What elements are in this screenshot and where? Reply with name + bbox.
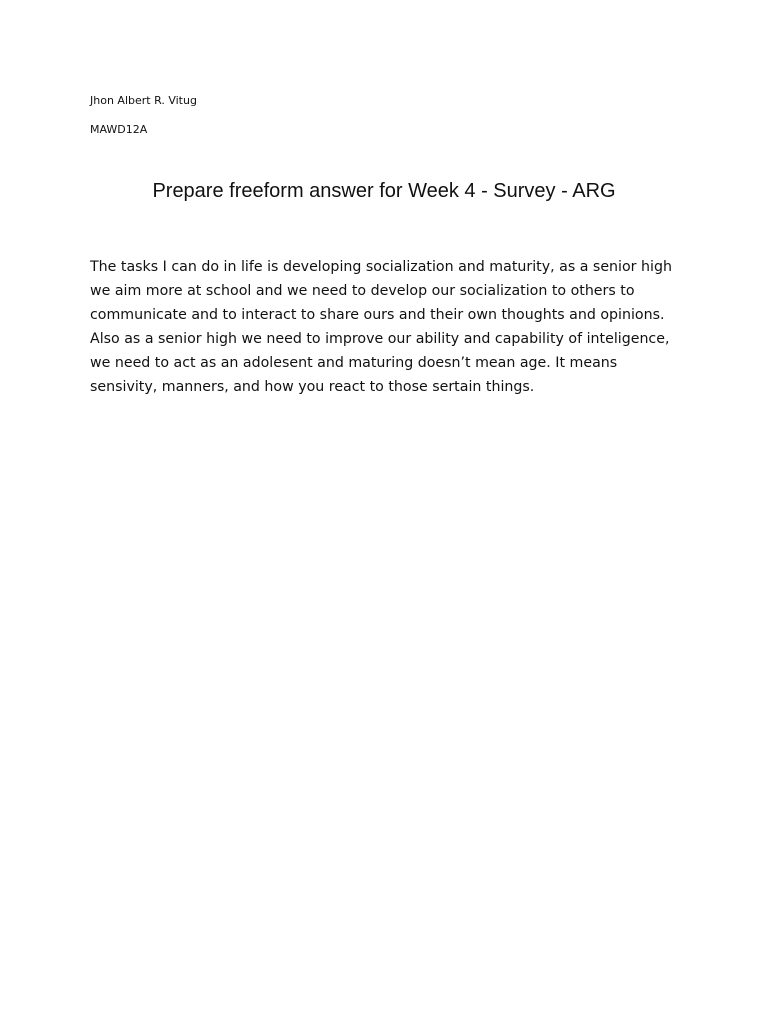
- answer-paragraph: [90, 255, 690, 399]
- paragraph-line: communicate and to interact to share ours and their own thoughts and opinions.: [90, 307, 665, 323]
- paragraph-line: The tasks I can do in life is developing socialization and maturity, as a senior high: [90, 259, 672, 275]
- paragraph-line: we need to act as an adolesent and maturing doesn’t mean age. It means: [90, 355, 618, 371]
- page-title: Prepare freeform answer for Week 4 - Survey - ARG: [152, 180, 616, 202]
- paragraph-line: Also as a senior high we need to improve our ability and capability of inteligence,: [90, 331, 670, 347]
- paragraph-line: sensivity, manners, and how you react to those sertain things.: [90, 379, 535, 395]
- author-name: Jhon Albert R. Vitug: [90, 94, 197, 107]
- section-code: MAWD12A: [90, 123, 148, 136]
- paragraph-line: we aim more at school and we need to develop our socialization to others to: [90, 283, 635, 299]
